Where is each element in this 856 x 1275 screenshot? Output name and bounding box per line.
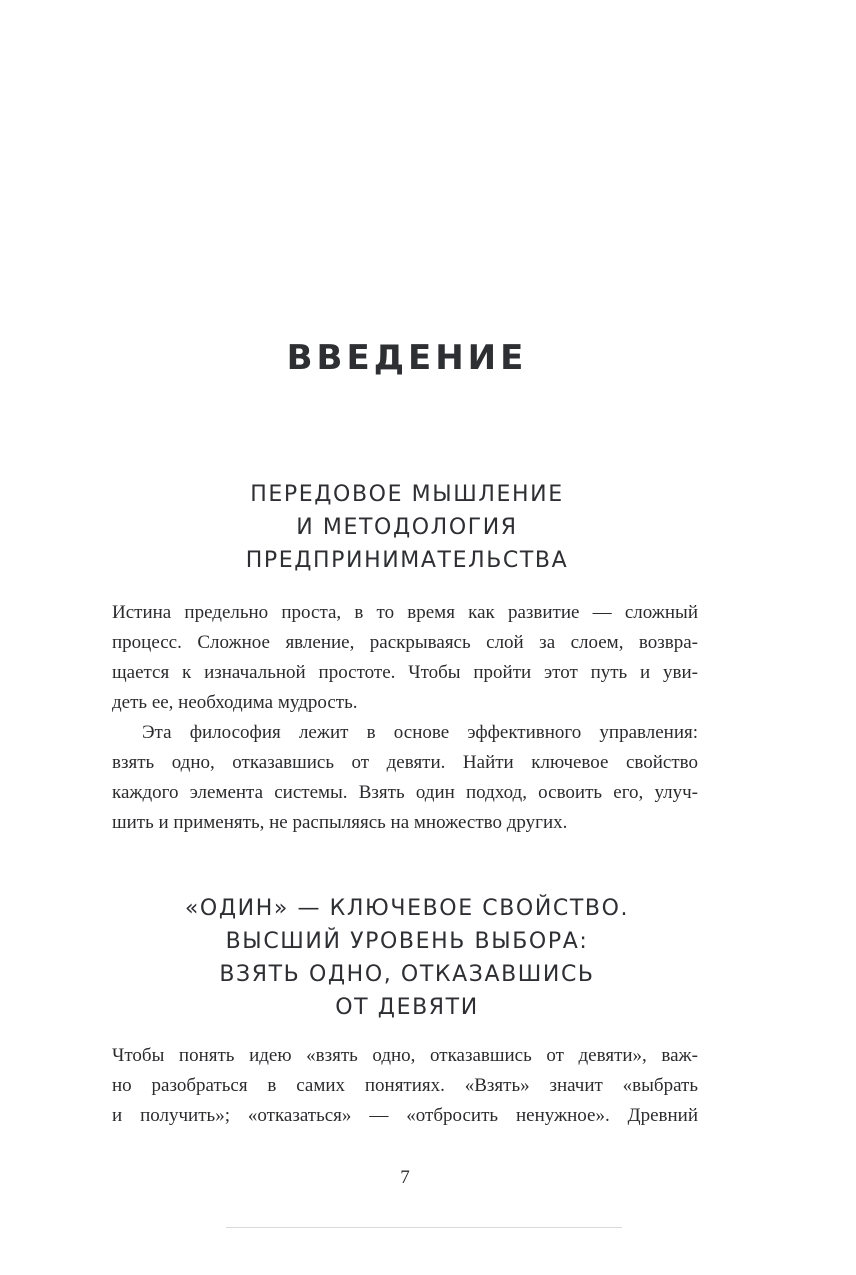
section-heading <box>0 892 814 1024</box>
text-line: щается к изначальной простоте. Чтобы пройти этот путь и уви- <box>112 662 698 683</box>
text-line: Эта философия лежит в основе эффективного управления: <box>142 722 698 743</box>
heading-line: ВЗЯТЬ ОДНО, ОТКАЗАВШИСЬ <box>219 962 595 987</box>
section-body <box>112 598 698 838</box>
text-line: шить и применять, не распыляясь на множество других. <box>112 812 568 833</box>
section-body <box>112 1041 698 1131</box>
text-line: деть ее, необходима мудрость. <box>112 692 358 713</box>
heading-line: И МЕТОДОЛОГИЯ <box>296 515 518 540</box>
heading-line: ПРЕДПРИНИМАТЕЛЬСТВА <box>245 548 569 573</box>
text-line: процесс. Сложное явление, раскрываясь слой за слоем, возвра- <box>112 632 698 653</box>
heading-line: ПЕРЕДОВОЕ МЫШЛЕНИЕ <box>250 482 564 507</box>
text-line: взять одно, отказавшись от девяти. Найти ключевое свойство <box>112 752 698 773</box>
chapter-title: ВВЕДЕНИЕ <box>286 338 528 378</box>
text-line: но разобраться в самих понятиях. «Взять» значит «выбрать <box>112 1075 698 1096</box>
text-line: каждого элемента системы. Взять один подход, освоить его, улуч- <box>112 782 698 803</box>
footer-divider <box>226 1227 622 1228</box>
text-line: Истина предельно проста, в то время как развитие — сложный <box>112 602 698 623</box>
text-line: Чтобы понять идею «взять одно, отказавшись от девяти», важ- <box>112 1045 698 1066</box>
text-line: и получить»; «отказаться» — «отбросить ненужное». Древний <box>112 1105 698 1126</box>
section-heading <box>0 478 814 577</box>
heading-line: ОТ ДЕВЯТИ <box>335 995 479 1020</box>
heading-line: «ОДИН» — КЛЮЧЕВОЕ СВОЙСТВО. <box>184 896 630 921</box>
heading-line: ВЫСШИЙ УРОВЕНЬ ВЫБОРА: <box>225 929 589 954</box>
page-number: 7 <box>400 1167 410 1188</box>
